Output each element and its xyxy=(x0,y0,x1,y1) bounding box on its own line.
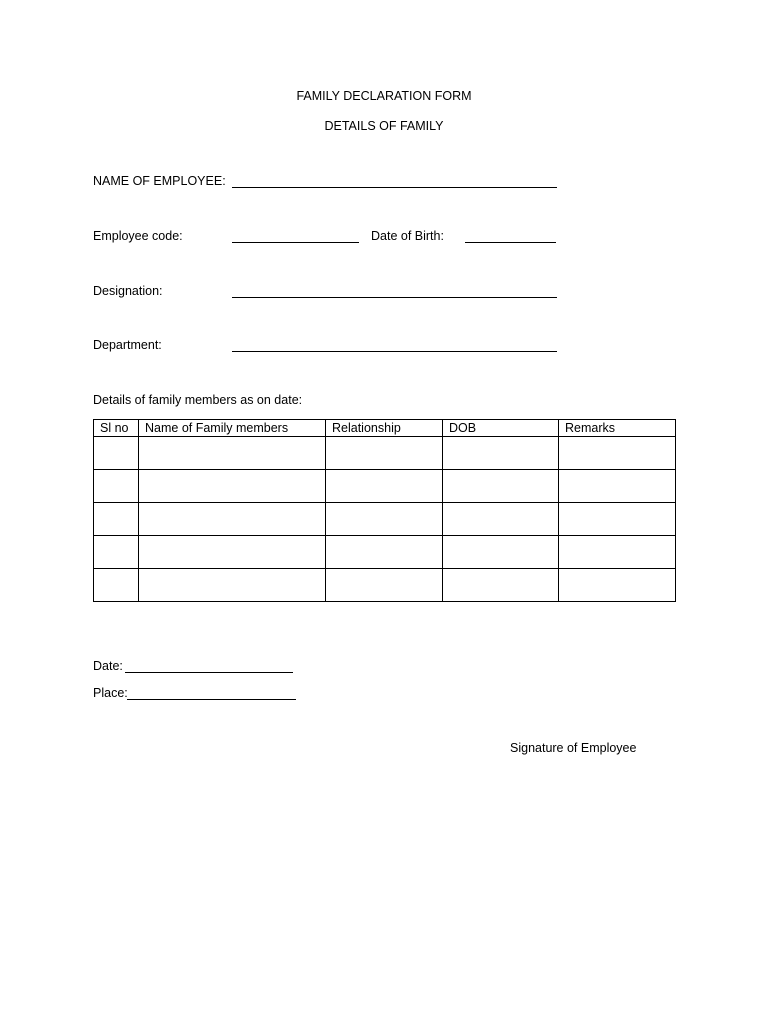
family-details-heading: Details of family members as on date: xyxy=(93,393,303,407)
table-cell[interactable] xyxy=(559,536,676,569)
table-cell[interactable] xyxy=(326,536,443,569)
table-cell[interactable] xyxy=(559,569,676,602)
designation-blank[interactable] xyxy=(232,297,557,298)
table-cell[interactable] xyxy=(326,503,443,536)
table-row xyxy=(94,470,676,503)
table-cell[interactable] xyxy=(326,569,443,602)
table-cell[interactable] xyxy=(443,569,559,602)
date-label: Date: xyxy=(93,659,123,673)
form-subtitle: DETAILS OF FAMILY xyxy=(324,119,444,133)
table-row xyxy=(94,536,676,569)
table-cell[interactable] xyxy=(559,470,676,503)
table-row xyxy=(94,503,676,536)
employee-code-blank[interactable] xyxy=(232,242,359,243)
table-cell[interactable] xyxy=(94,536,139,569)
date-of-birth-blank[interactable] xyxy=(465,242,556,243)
table-cell[interactable] xyxy=(559,437,676,470)
table-cell[interactable] xyxy=(94,437,139,470)
column-header-name: Name of Family members xyxy=(139,420,326,437)
department-label: Department: xyxy=(93,338,162,352)
table-row xyxy=(94,437,676,470)
table-cell[interactable] xyxy=(94,503,139,536)
column-header-relationship: Relationship xyxy=(326,420,443,437)
date-blank[interactable] xyxy=(125,672,293,673)
name-of-employee-blank[interactable] xyxy=(232,187,557,188)
date-of-birth-label: Date of Birth: xyxy=(371,229,444,243)
table-cell[interactable] xyxy=(443,437,559,470)
name-of-employee-label: NAME OF EMPLOYEE: xyxy=(93,174,226,188)
table-cell[interactable] xyxy=(139,503,326,536)
designation-label: Designation: xyxy=(93,284,163,298)
table-cell[interactable] xyxy=(139,536,326,569)
place-label: Place: xyxy=(93,686,128,700)
department-blank[interactable] xyxy=(232,351,557,352)
table-cell[interactable] xyxy=(94,470,139,503)
table-cell[interactable] xyxy=(443,470,559,503)
table-cell[interactable] xyxy=(443,503,559,536)
table-row xyxy=(94,569,676,602)
signature-label: Signature of Employee xyxy=(510,741,637,755)
table-cell[interactable] xyxy=(443,536,559,569)
table-header-row xyxy=(94,420,676,437)
table-cell[interactable] xyxy=(94,569,139,602)
employee-code-label: Employee code: xyxy=(93,229,183,243)
column-header-remarks: Remarks xyxy=(559,420,676,437)
column-header-sl-no: Sl no xyxy=(94,420,139,437)
table-cell[interactable] xyxy=(139,437,326,470)
form-title: FAMILY DECLARATION FORM xyxy=(296,89,472,103)
place-blank[interactable] xyxy=(127,699,296,700)
column-header-dob: DOB xyxy=(443,420,559,437)
table-cell[interactable] xyxy=(559,503,676,536)
table-cell[interactable] xyxy=(326,437,443,470)
table-cell[interactable] xyxy=(326,470,443,503)
table-cell[interactable] xyxy=(139,470,326,503)
family-members-table xyxy=(93,419,676,602)
table-cell[interactable] xyxy=(139,569,326,602)
